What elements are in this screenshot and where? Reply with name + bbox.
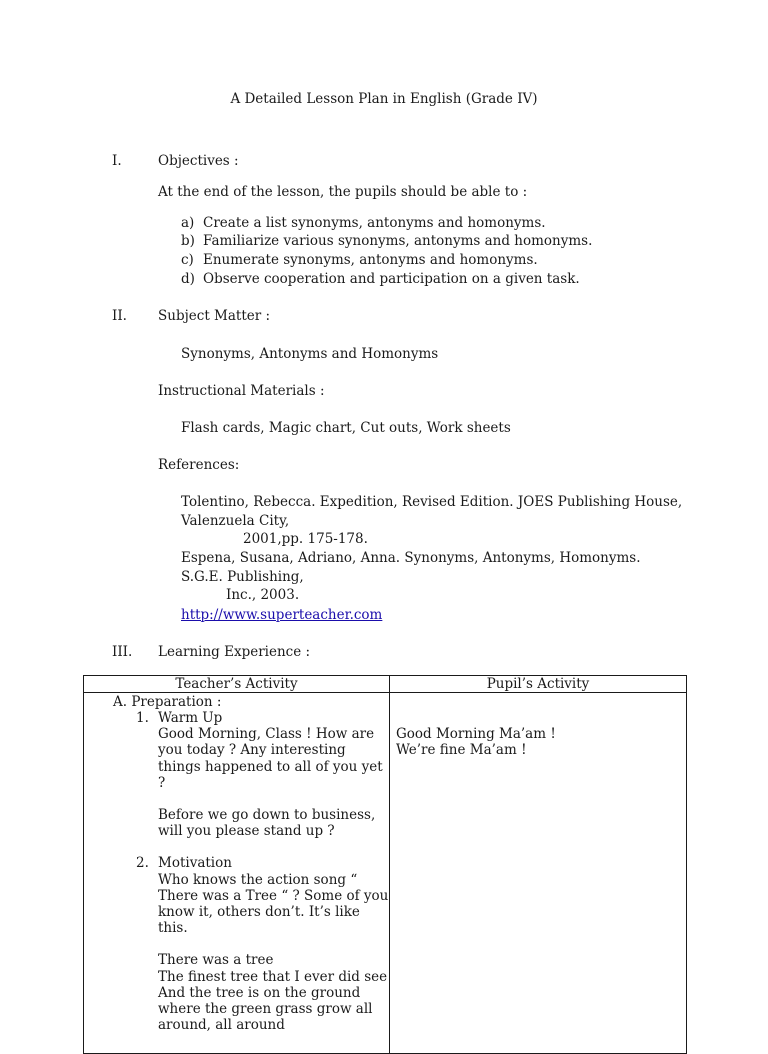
- reference-link[interactable]: http://www.superteacher.com: [181, 607, 383, 623]
- materials-list: Flash cards, Magic chart, Cut outs, Work sheets: [181, 420, 511, 436]
- learning-experience-table: [83, 675, 687, 1054]
- teacher-line: will you please stand up ?: [158, 823, 335, 839]
- song-line: The finest tree that I ever did see: [158, 969, 388, 985]
- teacher-line: this.: [158, 920, 188, 936]
- objective-letter: c): [181, 252, 194, 268]
- teacher-line: There was a Tree “ ? Some of you: [158, 888, 389, 904]
- song-line: There was a tree: [158, 952, 274, 968]
- reference-line: Valenzuela City,: [181, 513, 290, 529]
- section-numeral-2: II.: [112, 308, 127, 324]
- teacher-activity-cell: [84, 693, 390, 1054]
- objective-letter: d): [181, 271, 195, 287]
- teacher-line: know it, others don’t. It’s like: [158, 904, 360, 920]
- preparation-heading: A. Preparation :: [113, 694, 222, 710]
- section-numeral-3: III.: [112, 644, 133, 660]
- pupil-activity-cell: [390, 693, 687, 1054]
- objectives-heading: Objectives :: [158, 153, 239, 169]
- materials-heading: Instructional Materials :: [158, 383, 325, 399]
- objective-letter: b): [181, 233, 195, 249]
- section-numeral-1: I.: [112, 153, 122, 169]
- objective-item: Observe cooperation and participation on a given task.: [203, 271, 580, 287]
- pupil-line: We’re fine Ma’am !: [396, 742, 527, 758]
- subject-matter-heading: Subject Matter :: [158, 308, 271, 324]
- pupil-line: Good Morning Ma’am !: [396, 726, 556, 742]
- reference-line: 2001,pp. 175-178.: [243, 531, 368, 547]
- teacher-line: Who knows the action song “: [158, 872, 358, 888]
- list-number: 2.: [136, 855, 149, 871]
- teacher-line: you today ? Any interesting: [158, 742, 346, 758]
- objective-item: Create a list synonyms, antonyms and homonyms.: [203, 215, 546, 231]
- objective-item: Familiarize various synonyms, antonyms and homonyms.: [203, 233, 593, 249]
- objective-item: Enumerate synonyms, antonyms and homonyms.: [203, 252, 538, 268]
- references-heading: References:: [158, 457, 240, 473]
- teacher-line: things happened to all of you yet: [158, 759, 383, 775]
- reference-line: S.G.E. Publishing,: [181, 569, 304, 585]
- list-number: 1.: [136, 710, 149, 726]
- warmup-heading: Warm Up: [158, 710, 223, 726]
- reference-line: Tolentino, Rebecca. Expedition, Revised Edition. JOES Publishing House,: [181, 494, 683, 510]
- reference-line: Espena, Susana, Adriano, Anna. Synonyms, Antonyms, Homonyms.: [181, 550, 641, 566]
- document-title: A Detailed Lesson Plan in English (Grade IV): [230, 91, 538, 107]
- teacher-line: Before we go down to business,: [158, 807, 376, 823]
- teacher-activity-header: Teacher’s Activity: [84, 676, 390, 693]
- song-line: And the tree is on the ground: [158, 985, 361, 1001]
- subject-topic: Synonyms, Antonyms and Homonyms: [181, 346, 439, 362]
- reference-line: Inc., 2003.: [226, 587, 300, 603]
- teacher-line: Good Morning, Class ! How are: [158, 726, 375, 742]
- song-line: around, all around: [158, 1017, 285, 1033]
- teacher-line: ?: [158, 775, 166, 791]
- objectives-intro: At the end of the lesson, the pupils should be able to :: [158, 184, 528, 200]
- learning-experience-heading: Learning Experience :: [158, 644, 311, 660]
- objective-letter: a): [181, 215, 195, 231]
- motivation-heading: Motivation: [158, 855, 232, 871]
- pupil-activity-header: Pupil’s Activity: [390, 676, 687, 693]
- song-line: where the green grass grow all: [158, 1001, 373, 1017]
